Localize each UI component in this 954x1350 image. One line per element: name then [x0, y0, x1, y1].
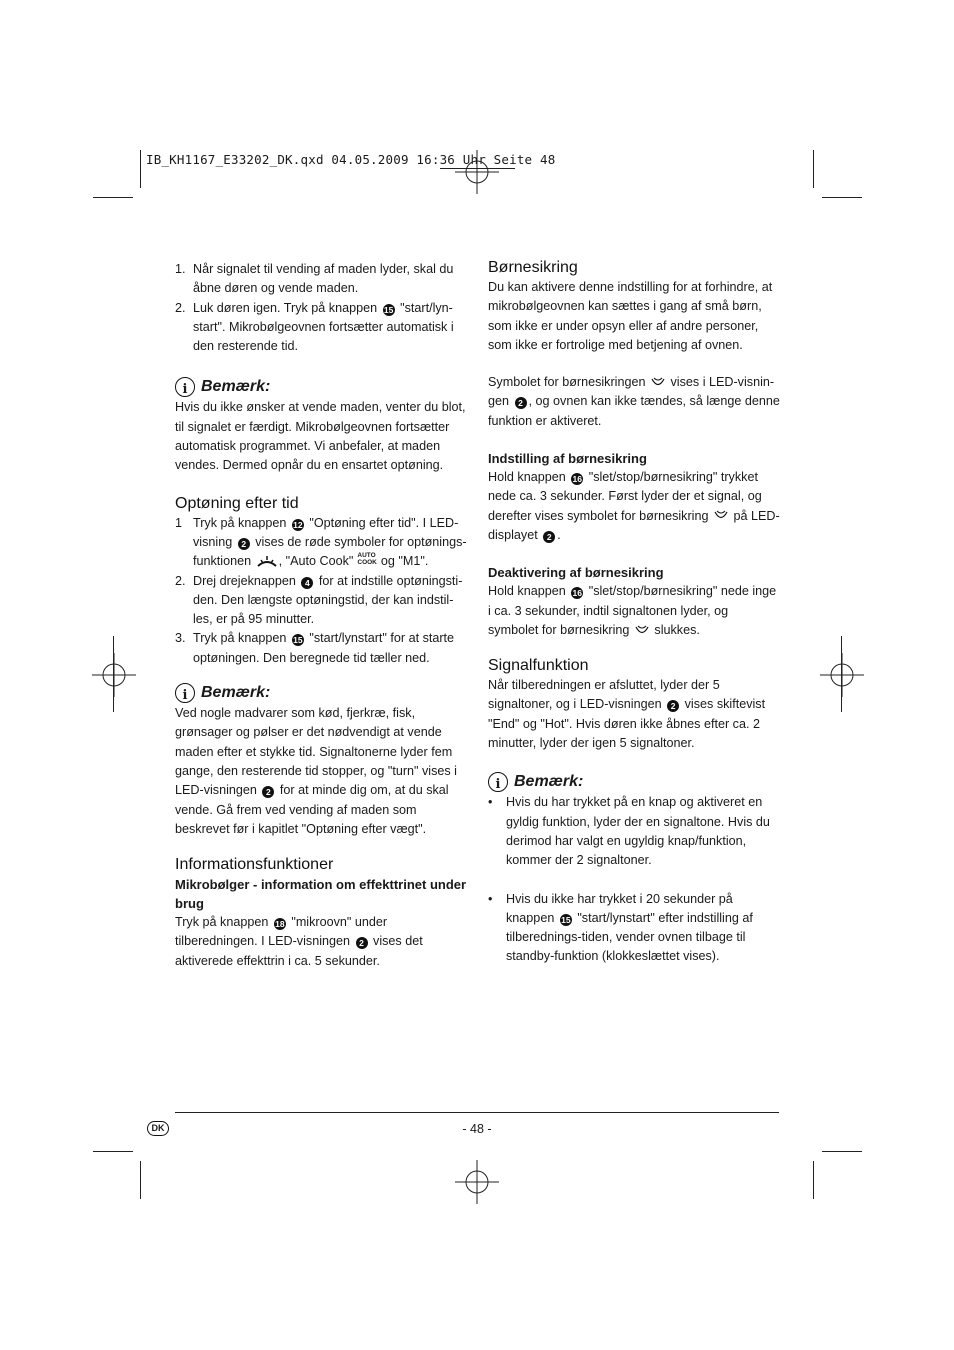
list-text: Hvis du har trykket på en knap og aktiveret en gyldig funktion, lyder der en signaltone. Hvis du derimod har valgt en ugyldig knap/funktion, kommer der 2 signaltoner.	[506, 795, 770, 868]
badge-2: 2	[515, 397, 527, 409]
paragraph: Når tilberedningen er afsluttet, lyder der 5 signaltoner, og i LED-visningen 2 vises skiftevist "End" og "Hot". Hvis døren ikke åbnes efter ca. 2 minutter, lyder der igen 5 signaltoner.	[488, 678, 766, 751]
child-lock-icon	[633, 624, 651, 638]
badge-12: 12	[293, 519, 303, 530]
list-text: Tryk på knappen	[193, 631, 287, 646]
list-text: Tryk på knappen	[193, 515, 287, 530]
list-item: • Hvis du ikke har trykket i 20 sekunder på knappen 15 "start/lynstart" efter indstilling af tilberednings-tiden, vender ovnen tilbage til standby-funktion (klokkeslættet vises).	[488, 890, 780, 967]
badge-18: 18	[275, 919, 285, 930]
badge-15: 15	[383, 304, 394, 315]
paragraph: Hold knappen 16 "slet/stop/børnesikring" nede inge i ca. 3 sekunder, indtil signaltonen lyder, og symbolet for børnesikring slukkes.	[488, 584, 777, 637]
section-title-signalfunktion: Signalfunktion	[488, 657, 589, 675]
badge-15: 15	[293, 635, 303, 646]
bullet-icon: •	[488, 795, 493, 810]
crop-mark	[813, 1161, 814, 1199]
paragraph: Hold knappen 16 "slet/stop/børnesikring" trykket nede ca. 3 sekunder. Først lyder der et signal, og derefter vises symbolet for børnesikring på LED-displayet 2 .	[488, 470, 780, 542]
list-item	[175, 572, 467, 630]
list-number: 3.	[175, 631, 186, 646]
note-title: Bemærk:	[201, 684, 271, 702]
subheading: Deaktivering af børnesikring	[488, 565, 664, 581]
list-item	[175, 629, 467, 668]
section-title-information: Informationsfunktioner	[175, 856, 334, 874]
right-column	[488, 258, 780, 967]
note-heading	[175, 376, 467, 398]
registration-mark-bottom	[455, 1160, 499, 1204]
note-heading	[488, 771, 780, 793]
crop-mark	[113, 636, 114, 712]
list-number: 1	[175, 515, 183, 530]
note-title: Bemærk:	[514, 773, 584, 791]
list-item	[175, 260, 467, 299]
badge-16: 16	[572, 474, 582, 485]
badge-2: 2	[543, 531, 555, 543]
section-title-bornesikring: Børnesikring	[488, 259, 578, 276]
crop-mark	[140, 1161, 141, 1199]
badge-15: 15	[561, 914, 571, 925]
print-slug: IB_KH1167_E33202_DK.qxd 04.05.2009 16:36 Uhr Seite 48	[146, 152, 556, 167]
section-title-optoning: Optøning efter tid	[175, 494, 299, 512]
crop-mark	[140, 150, 141, 188]
paragraph: Symbolet for børnesikringen vises i LED-visnin-gen 2 , og ovnen kan ikke tændes, så længe denne funktion er aktiveret.	[488, 375, 780, 428]
crop-mark	[93, 1151, 133, 1152]
registration-mark-left	[92, 653, 136, 697]
badge-4: 4	[301, 577, 313, 589]
badge-2: 2	[356, 937, 368, 949]
language-badge: DK	[147, 1121, 169, 1136]
slug-underline	[440, 168, 515, 169]
list-item	[175, 514, 467, 572]
crop-mark	[93, 197, 133, 198]
list-text: for at indstille optøningsti-den. Den længste optøningstid, der kan indstil-les, er på 95 minutter.	[193, 573, 463, 627]
info-icon	[175, 377, 195, 397]
paragraph: Tryk på knappen 18 "mikroovn" under tilberedningen. I LED-visningen 2 vises det aktiverede effekttrin i ca. 5 sekunder.	[175, 915, 423, 968]
list-text: Luk døren igen. Tryk på knappen	[193, 300, 378, 315]
badge-16: 16	[572, 588, 582, 599]
list-number: 2.	[175, 300, 186, 315]
list-item	[488, 793, 780, 870]
registration-mark-right	[820, 653, 864, 697]
badge-2: 2	[238, 538, 250, 550]
page-number: - 48 -	[462, 1122, 492, 1136]
list-text: "start/lyn-start". Mikrobølgeovnen fortsætter automatisk i den resterende tid.	[193, 300, 454, 354]
list-text: vises de røde symboler for optønings-funktionen	[193, 534, 467, 569]
note-text: Ved nogle madvarer som kød, fjerkræ, fisk, grønsager og pølser er det nødvendigt at vende maden efter et stykke tid. Signaltonerne lyder fem gange, den resterende tid stopper, og "turn" vises i LED-visningen 2 for at minde dig om, at du skal vende. Gå frem ved vending af maden som beskrevet før i kapitlet "Optøning efter vægt".	[175, 706, 457, 836]
note-text: Hvis du ikke ønsker at vende maden, venter du blot, til signalet er færdigt. Mikrobølgeovnen fortsætter automatisk programmet. Vi anbefaler, at maden vendes. Dermed opnår du en ensartet optøning.	[175, 400, 466, 473]
bullet-icon: •	[488, 891, 493, 906]
child-lock-icon	[649, 376, 667, 390]
info-icon	[175, 683, 195, 703]
info-icon	[488, 772, 508, 792]
list-number: 2.	[175, 573, 186, 588]
list-text: og "M1".	[380, 554, 429, 569]
defrost-icon	[255, 554, 279, 570]
subheading: Mikrobølger - information om effekttrinet under brug	[175, 877, 467, 912]
footer-rule	[175, 1112, 779, 1113]
badge-2: 2	[667, 700, 679, 712]
paragraph: Du kan aktivere denne indstilling for at forhindre, at mikrobølgeovnen kan sættes i gang af små børn, som ikke er under opsyn eller af andre personer, som ikke er fortrolige med betjening af ovnen.	[488, 280, 773, 352]
list-text: Drej drejeknappen	[193, 573, 296, 588]
list-item	[175, 299, 467, 357]
note-title: Bemærk:	[201, 378, 271, 396]
subheading: Indstilling af børnesikring	[488, 451, 647, 467]
badge-2: 2	[262, 786, 274, 798]
note-heading	[175, 682, 467, 704]
crop-mark	[822, 197, 862, 198]
crop-mark	[813, 150, 814, 188]
list-number: 1.	[175, 262, 186, 276]
list-text: "start/lynstart" for at starte optøningen. Den beregnede tid tæller ned.	[193, 631, 455, 665]
list-text: Når signalet til vending af maden lyder, skal du åbne døren og vende maden.	[193, 262, 454, 296]
left-column	[175, 260, 467, 971]
list-text: "Optøning efter tid". I LED-visning	[193, 515, 459, 549]
child-lock-icon	[712, 509, 730, 523]
crop-mark	[822, 1151, 862, 1152]
auto-cook-icon: AUTO COOK	[357, 552, 377, 567]
list-text: , "Auto Cook"	[278, 554, 354, 569]
crop-mark	[841, 636, 842, 712]
